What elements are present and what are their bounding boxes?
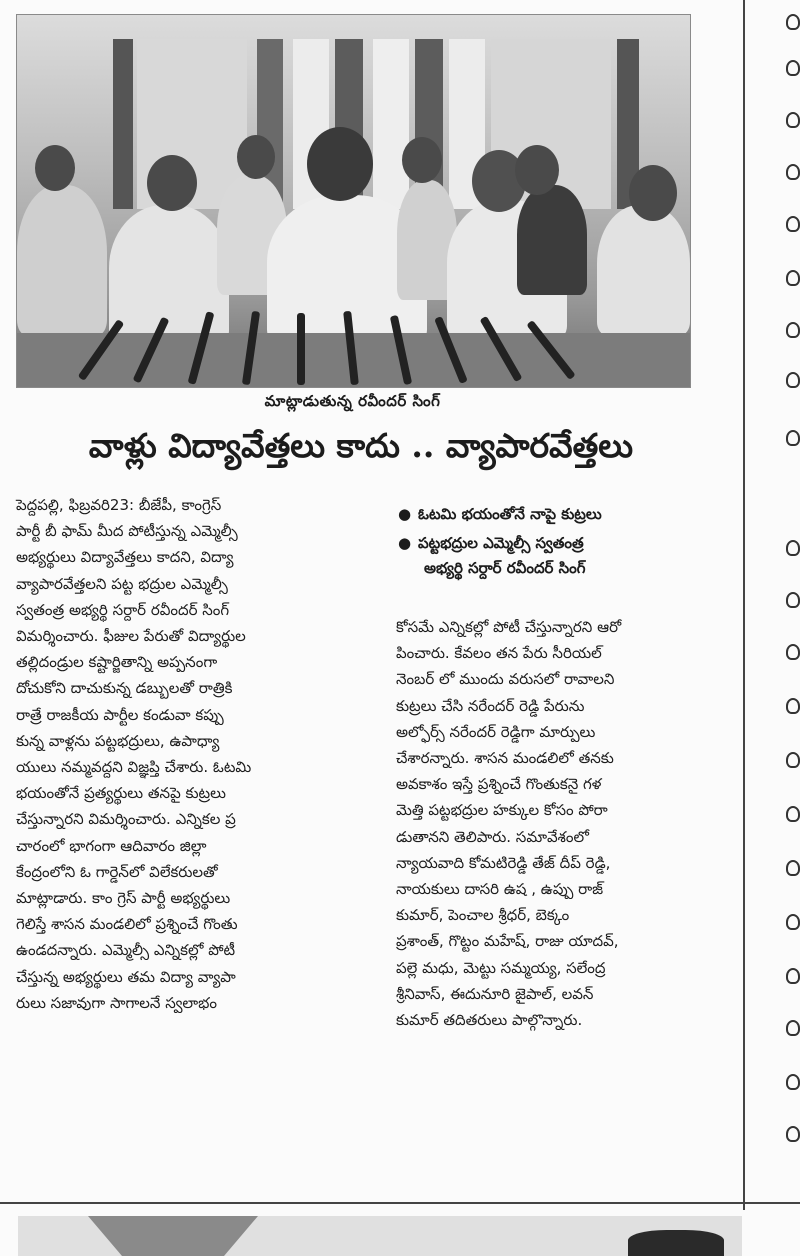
- article-column-right: కోసమే ఎన్నికల్లో పోటీ చేస్తున్నారని ఆరో పించారు. కేవలం తన పేరు సీరియల్ నెంబర్ లో ముందు వరుసలో రావాలని కుట్రలు చేసి నరేందర్ రెడ్డి పేరును అల్ఫోర్స్ నరేందర్ రెడ్డిగా మార్పులు చేశారన్నారు. శాసన మండలిలో తనకు అవకాశం ఇస్తే ప్రశ్నించే గొంతుకనై గళ మెత్తి పట్టభద్రుల హక్కుల కోసం పోరా డుతానని తెలిపారు. సమావేశంలో న్యాయవాది కోమటిరెడ్డి తేజ్ దీప్ రెడ్డి, నాయకులు దాసరి ఉష , ఉప్పు రాజ్ కుమార్, పెంచాల శ్రీధర్, బెక్కం ప్రశాంత్, గొట్టం మహేష్, రాజు యాదవ్, పల్లె మధు, మెట్టు సమ్మయ్య, సలేంద్ర శ్రీనివాస్, ఈదునూరి జైపాల్, లవన్ కుమార్ తదితరులు పాల్గొన్నారు.: [396, 618, 622, 1030]
- bullet-icon: ●: [398, 505, 412, 523]
- highlight-text-continued: అభ్యర్థి సర్దార్ రవీందర్ సింగ్: [424, 559, 586, 577]
- column-divider: [743, 0, 745, 1210]
- highlights-box: [396, 502, 690, 585]
- photo-caption: మాట్లాడుతున్న రవీందర్ సింగ్: [264, 392, 441, 410]
- press-meet-photo: [16, 14, 691, 388]
- adjacent-column-edge: [750, 0, 800, 1180]
- ad-graphic: [628, 1230, 724, 1256]
- bullet-icon: ●: [398, 534, 412, 552]
- highlight-text: ఓటమి భయంతోనే నాపై కుట్రలు: [418, 505, 602, 523]
- highlight-text: పట్టభద్రుల ఎమ్మెల్సీ స్వతంత్ర: [418, 534, 584, 552]
- article-column-left: పెద్దపల్లి, ఫిబ్రవరి23: బీజేపీ, కాంగ్రెస్ పార్టీ బీ ఫామ్ మీద పోటీస్తున్న ఎమ్మెల్సీ అభ్యర్థులు విద్యావేత్తలు కాదని, విద్యా వ్యాపారవేత్తలని పట్ట భద్రుల ఎమ్మెల్సీ స్వతంత్ర అభ్యర్థి సర్దార్ రవీందర్ సింగ్ విమర్శించారు. ఫీజుల పేరుతో విద్యార్థుల తల్లిదండ్రుల కష్టార్జితాన్ని అప్పనంగా దోచుకోని దాచుకున్న డబ్బులతో రాత్రికి రాత్రే రాజకీయ పార్టీల కండువా కప్పు కున్న వాళ్లను పట్టభద్రులు, ఉపాధ్యా యులు నమ్మవద్దని విజ్ఞప్తి చేశారు. ఓటమి భయంతోనే ప్రత్యర్థులు తనపై కుట్రలు చేస్తున్నారని విమర్శించారు. ఎన్నికల ప్ర చారంలో భాగంగా ఆదివారం జిల్లా కేంద్రంలోని ఓ గార్డెన్‌లో విలేకరులతో మాట్లాడారు. కాం గ్రెస్ పార్టీ అభ్యర్థులు గెలిస్తే శాసన మండలిలో ప్రశ్నించే గొంతు ఉండదన్నారు. ఎమ్మెల్సీ ఎన్నికల్లో పోటీ చేస్తున్న అభ్యర్థులు తమ విద్యా వ్యాపా రులు సజావుగా సాగాలనే స్వలాభం: [16, 496, 252, 1012]
- ad-graphic: [88, 1216, 258, 1256]
- highlight-item: [396, 502, 690, 527]
- highlight-item: [396, 531, 690, 581]
- advertisement-box: [18, 1216, 742, 1256]
- section-divider: [0, 1202, 800, 1204]
- headline: వాళ్లు విద్యావేత్తలు కాదు .. వ్యాపారవేత్తలు: [88, 426, 634, 465]
